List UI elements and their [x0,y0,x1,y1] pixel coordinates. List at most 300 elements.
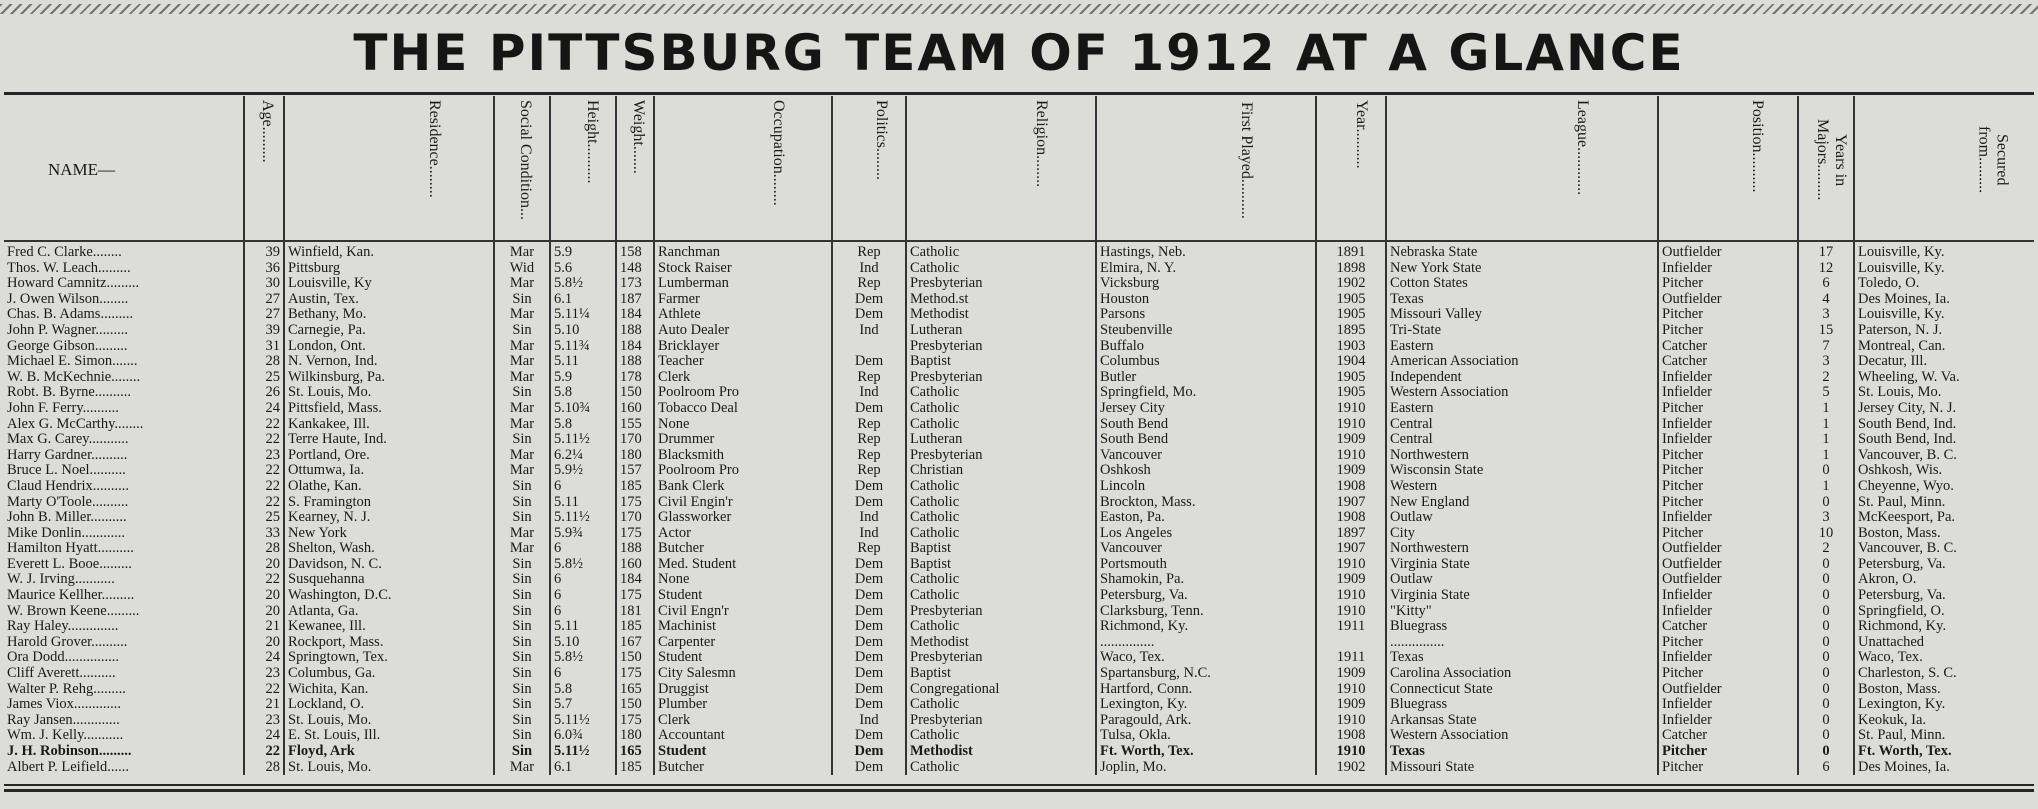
height-cell: 5.6 [550,261,616,277]
occupation-cell: Student [654,588,832,604]
table-row [4,292,2034,308]
weight-cell: 175 [616,713,654,729]
secured-from-cell: Keokuk, Ia. [1854,713,2034,729]
player-age-cell: 39 [244,241,284,261]
position-cell: Pitcher [1658,323,1798,339]
politics-cell: Dem [832,619,906,635]
weight-cell: 188 [616,354,654,370]
league-cell: Northwestern [1386,541,1658,557]
player-age-cell: 26 [244,385,284,401]
player-age-cell: 24 [244,401,284,417]
religion-cell: Catholic [906,417,1096,433]
table-row [4,432,2034,448]
table-row [4,417,2034,433]
occupation-cell: Butcher [654,760,832,776]
weight-cell: 175 [616,526,654,542]
social-condition-cell: Mar [494,276,550,292]
years-in-majors-cell: 17 [1798,241,1854,261]
occupation-cell: Stock Raiser [654,261,832,277]
player-name-cell: Max G. Carey........... [7,432,129,448]
table-row [4,261,2034,277]
residence-cell: Davidson, N. C. [284,557,494,573]
year-cell: 1910 [1316,588,1386,604]
religion-cell: Catholic [906,241,1096,261]
player-name-cell: John P. Wagner......... [7,322,129,338]
weight-cell: 180 [616,728,654,744]
residence-cell: Wichita, Kan. [284,682,494,698]
occupation-cell: Student [654,650,832,666]
occupation-cell: Med. Student [654,557,832,573]
first-played-cell: Buffalo [1096,339,1316,355]
table-row [4,479,2034,495]
player-name-cell: Thos. W. Leach......... [7,260,131,276]
year-cell: 1905 [1316,370,1386,386]
height-cell: 6 [550,588,616,604]
occupation-cell: Plumber [654,697,832,713]
first-played-cell: Columbus [1096,354,1316,370]
year-cell: 1910 [1316,682,1386,698]
residence-cell: Terre Haute, Ind. [284,432,494,448]
religion-cell: Catholic [906,495,1096,511]
player-name-cell: J. Owen Wilson........ [7,291,129,307]
position-cell: Pitcher [1658,666,1798,682]
position-cell: Pitcher [1658,463,1798,479]
player-name-cell: Harry Gardner.......... [7,447,128,463]
residence-cell: N. Vernon, Ind. [284,354,494,370]
social-condition-cell: Mar [494,307,550,323]
year-cell: 1910 [1316,557,1386,573]
league-cell: Texas [1386,292,1658,308]
occupation-cell: Ranchman [654,241,832,261]
first-played-cell: Elmira, N. Y. [1096,261,1316,277]
politics-cell [832,339,906,355]
league-cell: Western Association [1386,385,1658,401]
occupation-cell: Carpenter [654,635,832,651]
secured-from-cell: South Bend, Ind. [1854,432,2034,448]
table-row [4,307,2034,323]
years-in-majors-cell: 1 [1798,448,1854,464]
first-played-cell: Vancouver [1096,448,1316,464]
year-cell: 1903 [1316,339,1386,355]
years-in-majors-cell: 12 [1798,261,1854,277]
first-played-cell: Houston [1096,292,1316,308]
residence-cell: S. Framington [284,495,494,511]
height-cell: 5.11¾ [550,339,616,355]
player-age-cell: 22 [244,479,284,495]
occupation-cell: Athlete [654,307,832,323]
social-condition-cell: Sin [494,604,550,620]
table-row [4,713,2034,729]
occupation-cell: Student [654,744,832,760]
secured-from-cell: McKeesport, Pa. [1854,510,2034,526]
years-in-majors-cell: 3 [1798,510,1854,526]
roster-table [4,96,2034,775]
politics-cell: Rep [832,432,906,448]
weight-cell: 160 [616,401,654,417]
player-age-cell: 22 [244,463,284,479]
position-cell: Pitcher [1658,744,1798,760]
height-cell: 5.7 [550,697,616,713]
secured-from-cell: Louisville, Ky. [1854,241,2034,261]
first-played-cell: Petersburg, Va. [1096,588,1316,604]
residence-cell: Susquehanna [284,572,494,588]
header-residence: Residence........ [284,96,494,241]
player-age-cell: 22 [244,432,284,448]
position-cell: Catcher [1658,619,1798,635]
year-cell: 1905 [1316,292,1386,308]
league-cell: Central [1386,417,1658,433]
player-name-cell: J. H. Robinson......... [7,744,132,759]
secured-from-cell: Decatur, Ill. [1854,354,2034,370]
player-age-cell: 22 [244,744,284,760]
religion-cell: Methodist [906,744,1096,760]
secured-from-cell: Des Moines, Ia. [1854,292,2034,308]
height-cell: 5.11 [550,354,616,370]
player-age-cell: 30 [244,276,284,292]
politics-cell: Dem [832,604,906,620]
residence-cell: Wilkinsburg, Pa. [284,370,494,386]
year-cell: 1911 [1316,619,1386,635]
height-cell: 5.11½ [550,744,616,760]
weight-cell: 185 [616,760,654,776]
height-cell: 6 [550,666,616,682]
position-cell: Outfielder [1658,292,1798,308]
occupation-cell: Machinist [654,619,832,635]
player-age-cell: 20 [244,557,284,573]
religion-cell: Catholic [906,588,1096,604]
player-name-cell: W. Brown Keene......... [7,603,140,619]
occupation-cell: Clerk [654,713,832,729]
league-cell: "Kitty" [1386,604,1658,620]
year-cell: 1898 [1316,261,1386,277]
secured-from-cell: Vancouver, B. C. [1854,541,2034,557]
religion-cell: Catholic [906,760,1096,776]
table-row [4,728,2034,744]
first-played-cell: Shamokin, Pa. [1096,572,1316,588]
religion-cell: Catholic [906,510,1096,526]
secured-from-cell: South Bend, Ind. [1854,417,2034,433]
league-cell: American Association [1386,354,1658,370]
residence-cell: New York [284,526,494,542]
position-cell: Infielder [1658,510,1798,526]
years-in-majors-cell: 0 [1798,588,1854,604]
player-age-cell: 27 [244,292,284,308]
religion-cell: Presbyterian [906,713,1096,729]
social-condition-cell: Mar [494,526,550,542]
height-cell: 5.11½ [550,713,616,729]
header-occupation: Occupation........ [654,96,832,241]
occupation-cell: Bricklayer [654,339,832,355]
height-cell: 5.11 [550,495,616,511]
header-first-played: First Played.......... [1096,96,1316,241]
table-row [4,604,2034,620]
weight-cell: 185 [616,619,654,635]
header-age: Age......... [244,96,284,241]
player-age-cell: 33 [244,526,284,542]
social-condition-cell: Mar [494,760,550,776]
header-row [4,96,2034,241]
social-condition-cell: Mar [494,463,550,479]
first-played-cell: South Bend [1096,432,1316,448]
height-cell: 5.11½ [550,510,616,526]
years-in-majors-cell: 3 [1798,354,1854,370]
weight-cell: 175 [616,495,654,511]
league-cell: Independent [1386,370,1658,386]
politics-cell: Dem [832,760,906,776]
league-cell: Missouri State [1386,760,1658,776]
years-in-majors-cell: 0 [1798,697,1854,713]
secured-from-cell: Paterson, N. J. [1854,323,2034,339]
years-in-majors-cell: 2 [1798,541,1854,557]
religion-cell: Presbyterian [906,650,1096,666]
player-name-cell: John B. Miller.......... [7,510,127,526]
league-cell: Western [1386,479,1658,495]
position-cell: Pitcher [1658,448,1798,464]
year-cell: 1910 [1316,401,1386,417]
residence-cell: Olathe, Kan. [284,479,494,495]
table-row [4,370,2034,386]
bottom-rule-thick [4,789,2034,792]
weight-cell: 165 [616,682,654,698]
height-cell: 6 [550,541,616,557]
residence-cell: Ottumwa, Ia. [284,463,494,479]
height-cell: 6.1 [550,760,616,776]
player-name-cell: James Viox............. [7,697,122,713]
religion-cell: Catholic [906,728,1096,744]
position-cell: Infielder [1658,261,1798,277]
header-social-condition: Social Condition... [494,96,550,241]
table-row [4,385,2034,401]
player-age-cell: 24 [244,650,284,666]
position-cell: Infielder [1658,697,1798,713]
year-cell: 1891 [1316,241,1386,261]
league-cell: Texas [1386,650,1658,666]
weight-cell: 150 [616,385,654,401]
occupation-cell: Civil Engn'r [654,604,832,620]
year-cell: 1909 [1316,572,1386,588]
weight-cell: 170 [616,432,654,448]
position-cell: Pitcher [1658,495,1798,511]
player-name-cell: Chas. B. Adams......... [7,307,134,323]
year-cell [1316,635,1386,651]
league-cell: New York State [1386,261,1658,277]
religion-cell: Congregational [906,682,1096,698]
secured-from-cell: Ft. Worth, Tex. [1854,744,2034,760]
first-played-cell: Richmond, Ky. [1096,619,1316,635]
residence-cell: Shelton, Wash. [284,541,494,557]
social-condition-cell: Sin [494,713,550,729]
table-row [4,339,2034,355]
social-condition-cell: Sin [494,572,550,588]
height-cell: 5.10 [550,635,616,651]
residence-cell: Bethany, Mo. [284,307,494,323]
league-cell: Nebraska State [1386,241,1658,261]
occupation-cell: Accountant [654,728,832,744]
height-cell: 5.8½ [550,276,616,292]
player-age-cell: 20 [244,604,284,620]
years-in-majors-cell: 1 [1798,432,1854,448]
table-row [4,510,2034,526]
residence-cell: Kankakee, Ill. [284,417,494,433]
first-played-cell: Clarksburg, Tenn. [1096,604,1316,620]
position-cell: Pitcher [1658,401,1798,417]
politics-cell: Dem [832,479,906,495]
league-cell: Wisconsin State [1386,463,1658,479]
religion-cell: Lutheran [906,323,1096,339]
weight-cell: 188 [616,541,654,557]
residence-cell: Pittsburg [284,261,494,277]
secured-from-cell: Waco, Tex. [1854,650,2034,666]
weight-cell: 178 [616,370,654,386]
year-cell: 1910 [1316,713,1386,729]
secured-from-cell: St. Paul, Minn. [1854,728,2034,744]
residence-cell: St. Louis, Mo. [284,385,494,401]
position-cell: Infielder [1658,417,1798,433]
league-cell: Central [1386,432,1658,448]
table-row [4,495,2034,511]
politics-cell: Ind [832,510,906,526]
position-cell: Infielder [1658,650,1798,666]
year-cell: 1910 [1316,604,1386,620]
residence-cell: Atlanta, Ga. [284,604,494,620]
residence-cell: St. Louis, Mo. [284,760,494,776]
height-cell: 5.8 [550,682,616,698]
years-in-majors-cell: 0 [1798,572,1854,588]
weight-cell: 157 [616,463,654,479]
occupation-cell: Blacksmith [654,448,832,464]
secured-from-cell: Boston, Mass. [1854,682,2034,698]
league-cell: Missouri Valley [1386,307,1658,323]
politics-cell: Dem [832,635,906,651]
first-played-cell: Jersey City [1096,401,1316,417]
weight-cell: 184 [616,339,654,355]
first-played-cell: Parsons [1096,307,1316,323]
player-name-cell: Mike Donlin............ [7,525,126,541]
years-in-majors-cell: 0 [1798,728,1854,744]
table-row [4,354,2034,370]
player-name-cell: Walter P. Rehg......... [7,681,126,697]
player-name-cell: Ray Haley.............. [7,619,119,635]
league-cell: Outlaw [1386,572,1658,588]
politics-cell: Ind [832,526,906,542]
page-title: THE PITTSBURG TEAM OF 1912 AT A GLANCE [353,24,1685,82]
residence-cell: Washington, D.C. [284,588,494,604]
politics-cell: Dem [832,572,906,588]
secured-from-cell: St. Paul, Minn. [1854,495,2034,511]
player-name-cell: Michael E. Simon....... [7,354,138,370]
title-rule [4,92,2034,95]
politics-cell: Dem [832,588,906,604]
player-name-cell: Alex G. McCarthy........ [7,416,144,432]
height-cell: 5.9¾ [550,526,616,542]
politics-cell: Dem [832,557,906,573]
player-age-cell: 20 [244,588,284,604]
years-in-majors-cell: 2 [1798,370,1854,386]
league-cell: Bluegrass [1386,697,1658,713]
weight-cell: 170 [616,510,654,526]
secured-from-cell: Unattached [1854,635,2034,651]
position-cell: Infielder [1658,588,1798,604]
first-played-cell: Waco, Tex. [1096,650,1316,666]
years-in-majors-cell: 1 [1798,479,1854,495]
residence-cell: Kewanee, Ill. [284,619,494,635]
year-cell: 1905 [1316,307,1386,323]
height-cell: 5.11 [550,619,616,635]
player-name-cell: Ray Jansen............. [7,712,120,728]
header-position: Position.......... [1658,96,1798,241]
politics-cell: Dem [832,650,906,666]
residence-cell: Columbus, Ga. [284,666,494,682]
league-cell: Tri-State [1386,323,1658,339]
years-in-majors-cell: 0 [1798,619,1854,635]
secured-from-cell: Cheyenne, Wyo. [1854,479,2034,495]
year-cell: 1908 [1316,728,1386,744]
first-played-cell: Butler [1096,370,1316,386]
politics-cell: Rep [832,417,906,433]
bottom-rule [4,784,2034,786]
social-condition-cell: Mar [494,541,550,557]
occupation-cell: Bank Clerk [654,479,832,495]
religion-cell: Presbyterian [906,604,1096,620]
politics-cell: Dem [832,292,906,308]
politics-cell: Rep [832,463,906,479]
occupation-cell: Drummer [654,432,832,448]
occupation-cell: Civil Engin'r [654,495,832,511]
position-cell: Pitcher [1658,760,1798,776]
years-in-majors-cell: 6 [1798,760,1854,776]
player-name-cell: George Gibson......... [7,338,128,354]
league-cell: Western Association [1386,728,1658,744]
politics-cell: Rep [832,448,906,464]
player-name-cell: Fred C. Clarke........ [7,244,122,260]
table-row [4,241,2034,261]
table-row [4,526,2034,542]
first-played-cell: Portsmouth [1096,557,1316,573]
player-age-cell: 36 [244,261,284,277]
table-row [4,401,2034,417]
years-in-majors-cell: 3 [1798,307,1854,323]
league-cell: Arkansas State [1386,713,1658,729]
player-age-cell: 20 [244,635,284,651]
weight-cell: 180 [616,448,654,464]
politics-cell: Dem [832,307,906,323]
first-played-cell: Easton, Pa. [1096,510,1316,526]
secured-from-cell: Vancouver, B. C. [1854,448,2034,464]
religion-cell: Baptist [906,666,1096,682]
first-played-cell: Vancouver [1096,541,1316,557]
secured-from-cell: Louisville, Ky. [1854,307,2034,323]
player-name-cell: Everett L. Booe......... [7,556,132,572]
social-condition-cell: Sin [494,588,550,604]
player-age-cell: 28 [244,760,284,776]
header-year: Year.......... [1316,96,1386,241]
player-age-cell: 39 [244,323,284,339]
secured-from-cell: Louisville, Ky. [1854,261,2034,277]
player-name-cell: Robt. B. Byrne.......... [7,385,132,401]
social-condition-cell: Sin [494,557,550,573]
social-condition-cell: Mar [494,401,550,417]
occupation-cell: Butcher [654,541,832,557]
years-in-majors-cell: 10 [1798,526,1854,542]
table-row [4,557,2034,573]
social-condition-cell: Sin [494,635,550,651]
social-condition-cell: Sin [494,728,550,744]
social-condition-cell: Sin [494,479,550,495]
league-cell: Eastern [1386,339,1658,355]
religion-cell: Methodist [906,307,1096,323]
religion-cell: Catholic [906,619,1096,635]
weight-cell: 185 [616,479,654,495]
